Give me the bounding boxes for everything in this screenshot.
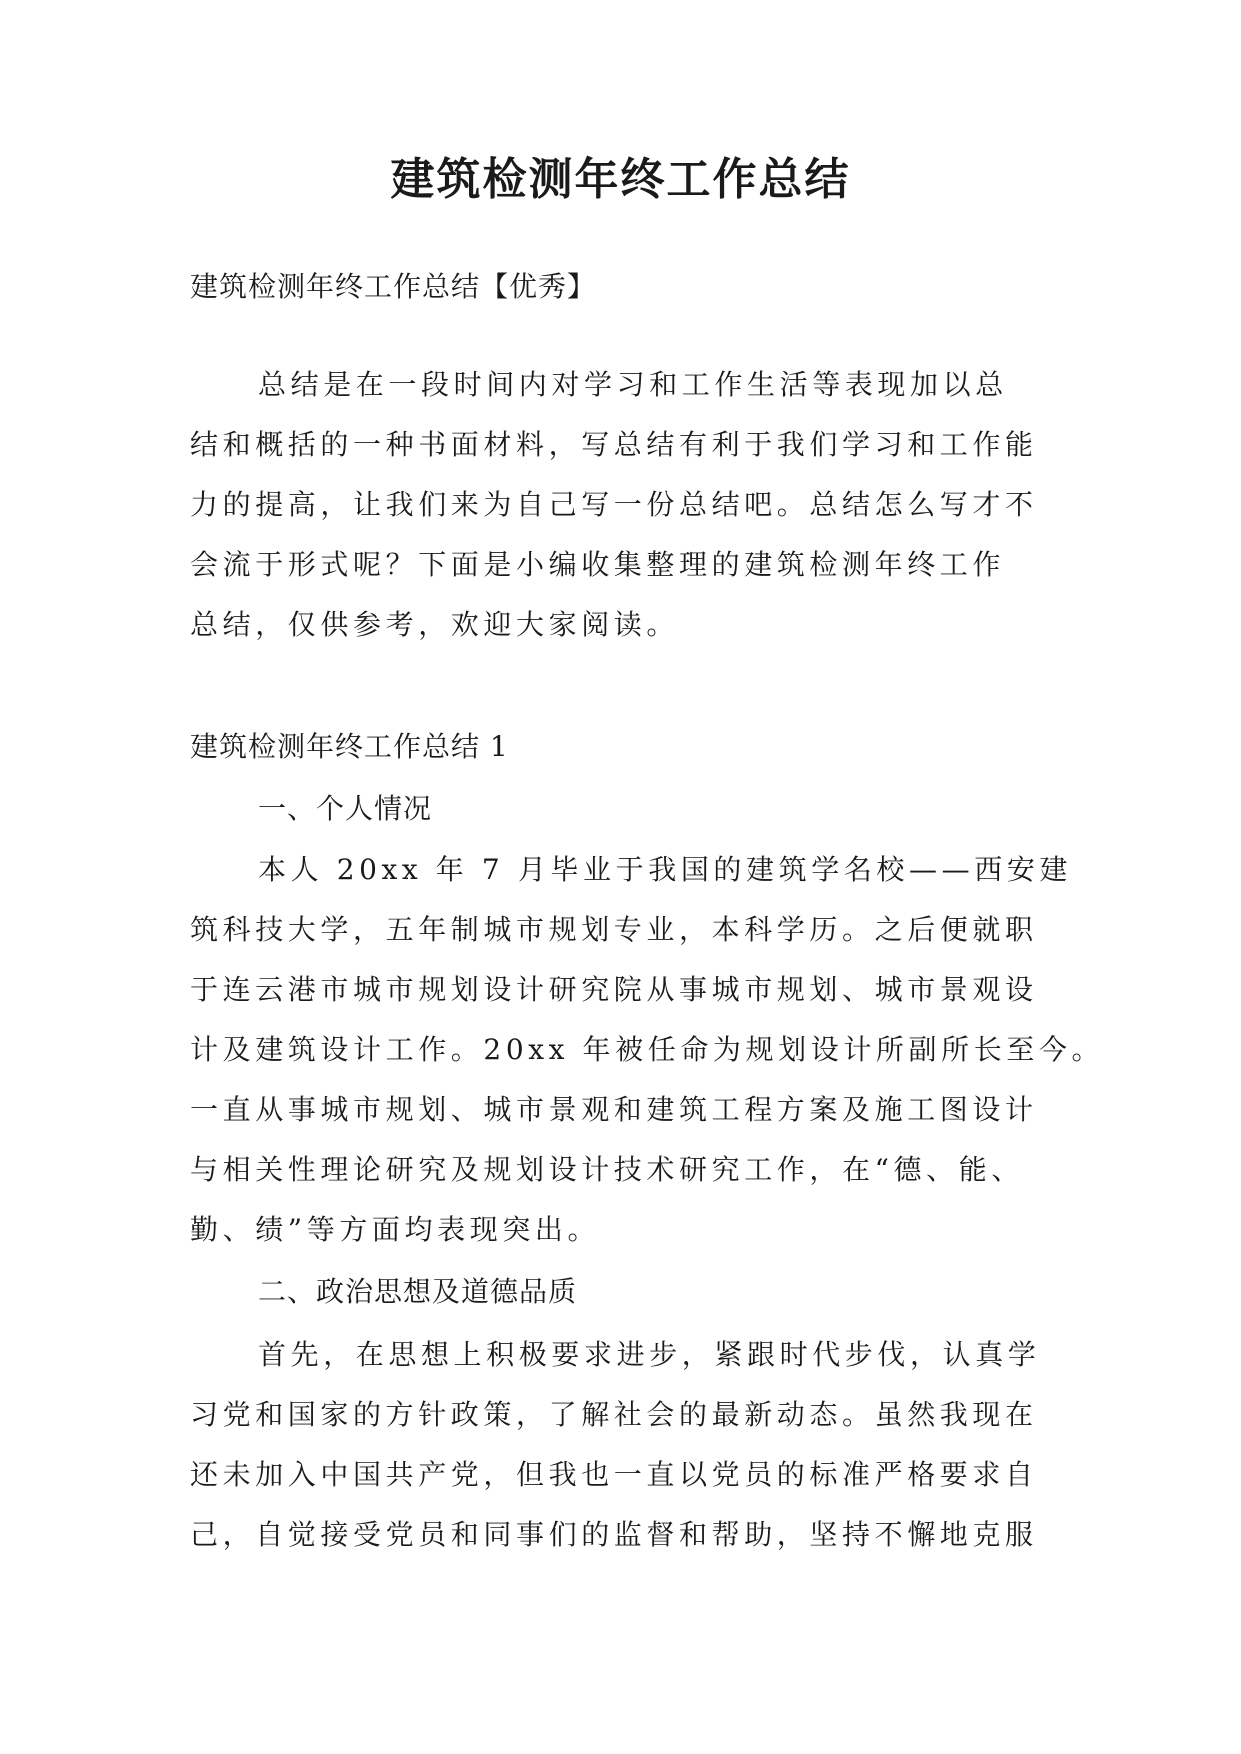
paragraph-line: 结和概括的一种书面材料，写总结有利于我们学习和工作能 xyxy=(190,428,1038,461)
part1-paragraph xyxy=(190,840,1105,1260)
paragraph-line: 筑科技大学，五年制城市规划专业，本科学历。之后便就职 xyxy=(190,913,1038,946)
paragraph-line: 力的提高，让我们来为自己写一份总结吧。总结怎么写才不 xyxy=(190,488,1038,521)
intro-paragraph xyxy=(190,355,1070,655)
part-heading: 一、个人情况 xyxy=(258,792,433,825)
paragraph-line: 会流于形式呢？下面是小编收集整理的建筑检测年终工作 xyxy=(190,548,1006,581)
part2-paragraph xyxy=(190,1325,1070,1565)
paragraph-line: 于连云港市城市规划设计研究院从事城市规划、城市景观设 xyxy=(190,973,1038,1006)
paragraph-line: 一直从事城市规划、城市景观和建筑工程方案及施工图设计 xyxy=(190,1093,1038,1126)
paragraph-line: 首先，在思想上积极要求进步，紧跟时代步伐，认真学 xyxy=(258,1338,1041,1371)
paragraph-line: 总结，仅供参考，欢迎大家阅读。 xyxy=(190,608,680,641)
paragraph-line: 计及建筑设计工作。20xx 年被任命为规划设计所副所长至今。 xyxy=(190,1033,1105,1066)
paragraph-line: 总结是在一段时间内对学习和工作生活等表现加以总 xyxy=(258,368,1008,401)
paragraph-line: 己，自觉接受党员和同事们的监督和帮助，坚持不懈地克服 xyxy=(190,1518,1038,1551)
section-heading: 建筑检测年终工作总结 1 xyxy=(190,730,509,763)
paragraph-line: 还未加入中国共产党，但我也一直以党员的标准严格要求自 xyxy=(190,1458,1038,1491)
document-title: 建筑检测年终工作总结 xyxy=(390,154,851,205)
document-subtitle: 建筑检测年终工作总结【优秀】 xyxy=(190,270,597,303)
paragraph-line: 勤、绩”等方面均表现突出。 xyxy=(190,1213,601,1246)
paragraph-line: 与相关性理论研究及规划设计技术研究工作，在“德、能、 xyxy=(190,1153,1024,1186)
paragraph-line: 本人 20xx 年 7 月毕业于我国的建筑学名校——西安建 xyxy=(258,853,1073,886)
part-heading: 二、政治思想及道德品质 xyxy=(258,1275,578,1308)
paragraph-line: 习党和国家的方针政策，了解社会的最新动态。虽然我现在 xyxy=(190,1398,1038,1431)
